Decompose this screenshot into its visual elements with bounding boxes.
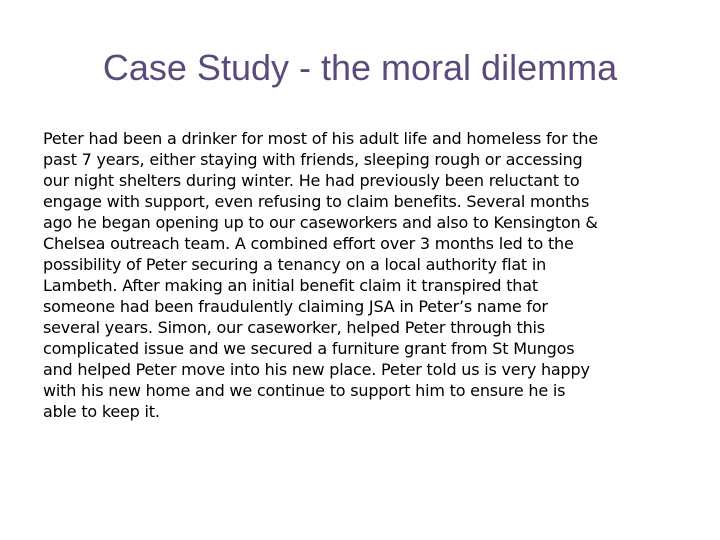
paragraph-line: several years. Simon, our caseworker, helped Peter through this xyxy=(43,318,545,337)
paragraph-line: Chelsea outreach team. A combined effort over 3 months led to the xyxy=(43,234,574,253)
paragraph-line: engage with support, even refusing to claim benefits. Several months xyxy=(43,192,590,211)
paragraph-line: ago he began opening up to our caseworkers and also to Kensington & xyxy=(43,213,598,232)
paragraph-line: possibility of Peter securing a tenancy on a local authority flat in xyxy=(43,255,547,274)
paragraph-line: with his new home and we continue to support him to ensure he is xyxy=(43,381,566,400)
paragraph-line: someone had been fraudulently claiming JSA in Peter’s name for xyxy=(43,297,548,316)
paragraph-line: Peter had been a drinker for most of his adult life and homeless for the xyxy=(43,129,598,148)
paragraph-line: Lambeth. After making an initial benefit claim it transpired that xyxy=(43,276,538,295)
paragraph-line: complicated issue and we secured a furniture grant from St Mungos xyxy=(43,339,575,358)
slide-title: Case Study - the moral dilemma xyxy=(102,47,618,88)
paragraph-line: and helped Peter move into his new place. Peter told us is very happy xyxy=(43,360,590,379)
paragraph-line: our night shelters during winter. He had previously been reluctant to xyxy=(43,171,580,190)
paragraph-line: able to keep it. xyxy=(43,402,160,421)
paragraph-line: past 7 years, either staying with friends, sleeping rough or accessing xyxy=(43,150,583,169)
case-study-paragraph xyxy=(43,128,683,422)
